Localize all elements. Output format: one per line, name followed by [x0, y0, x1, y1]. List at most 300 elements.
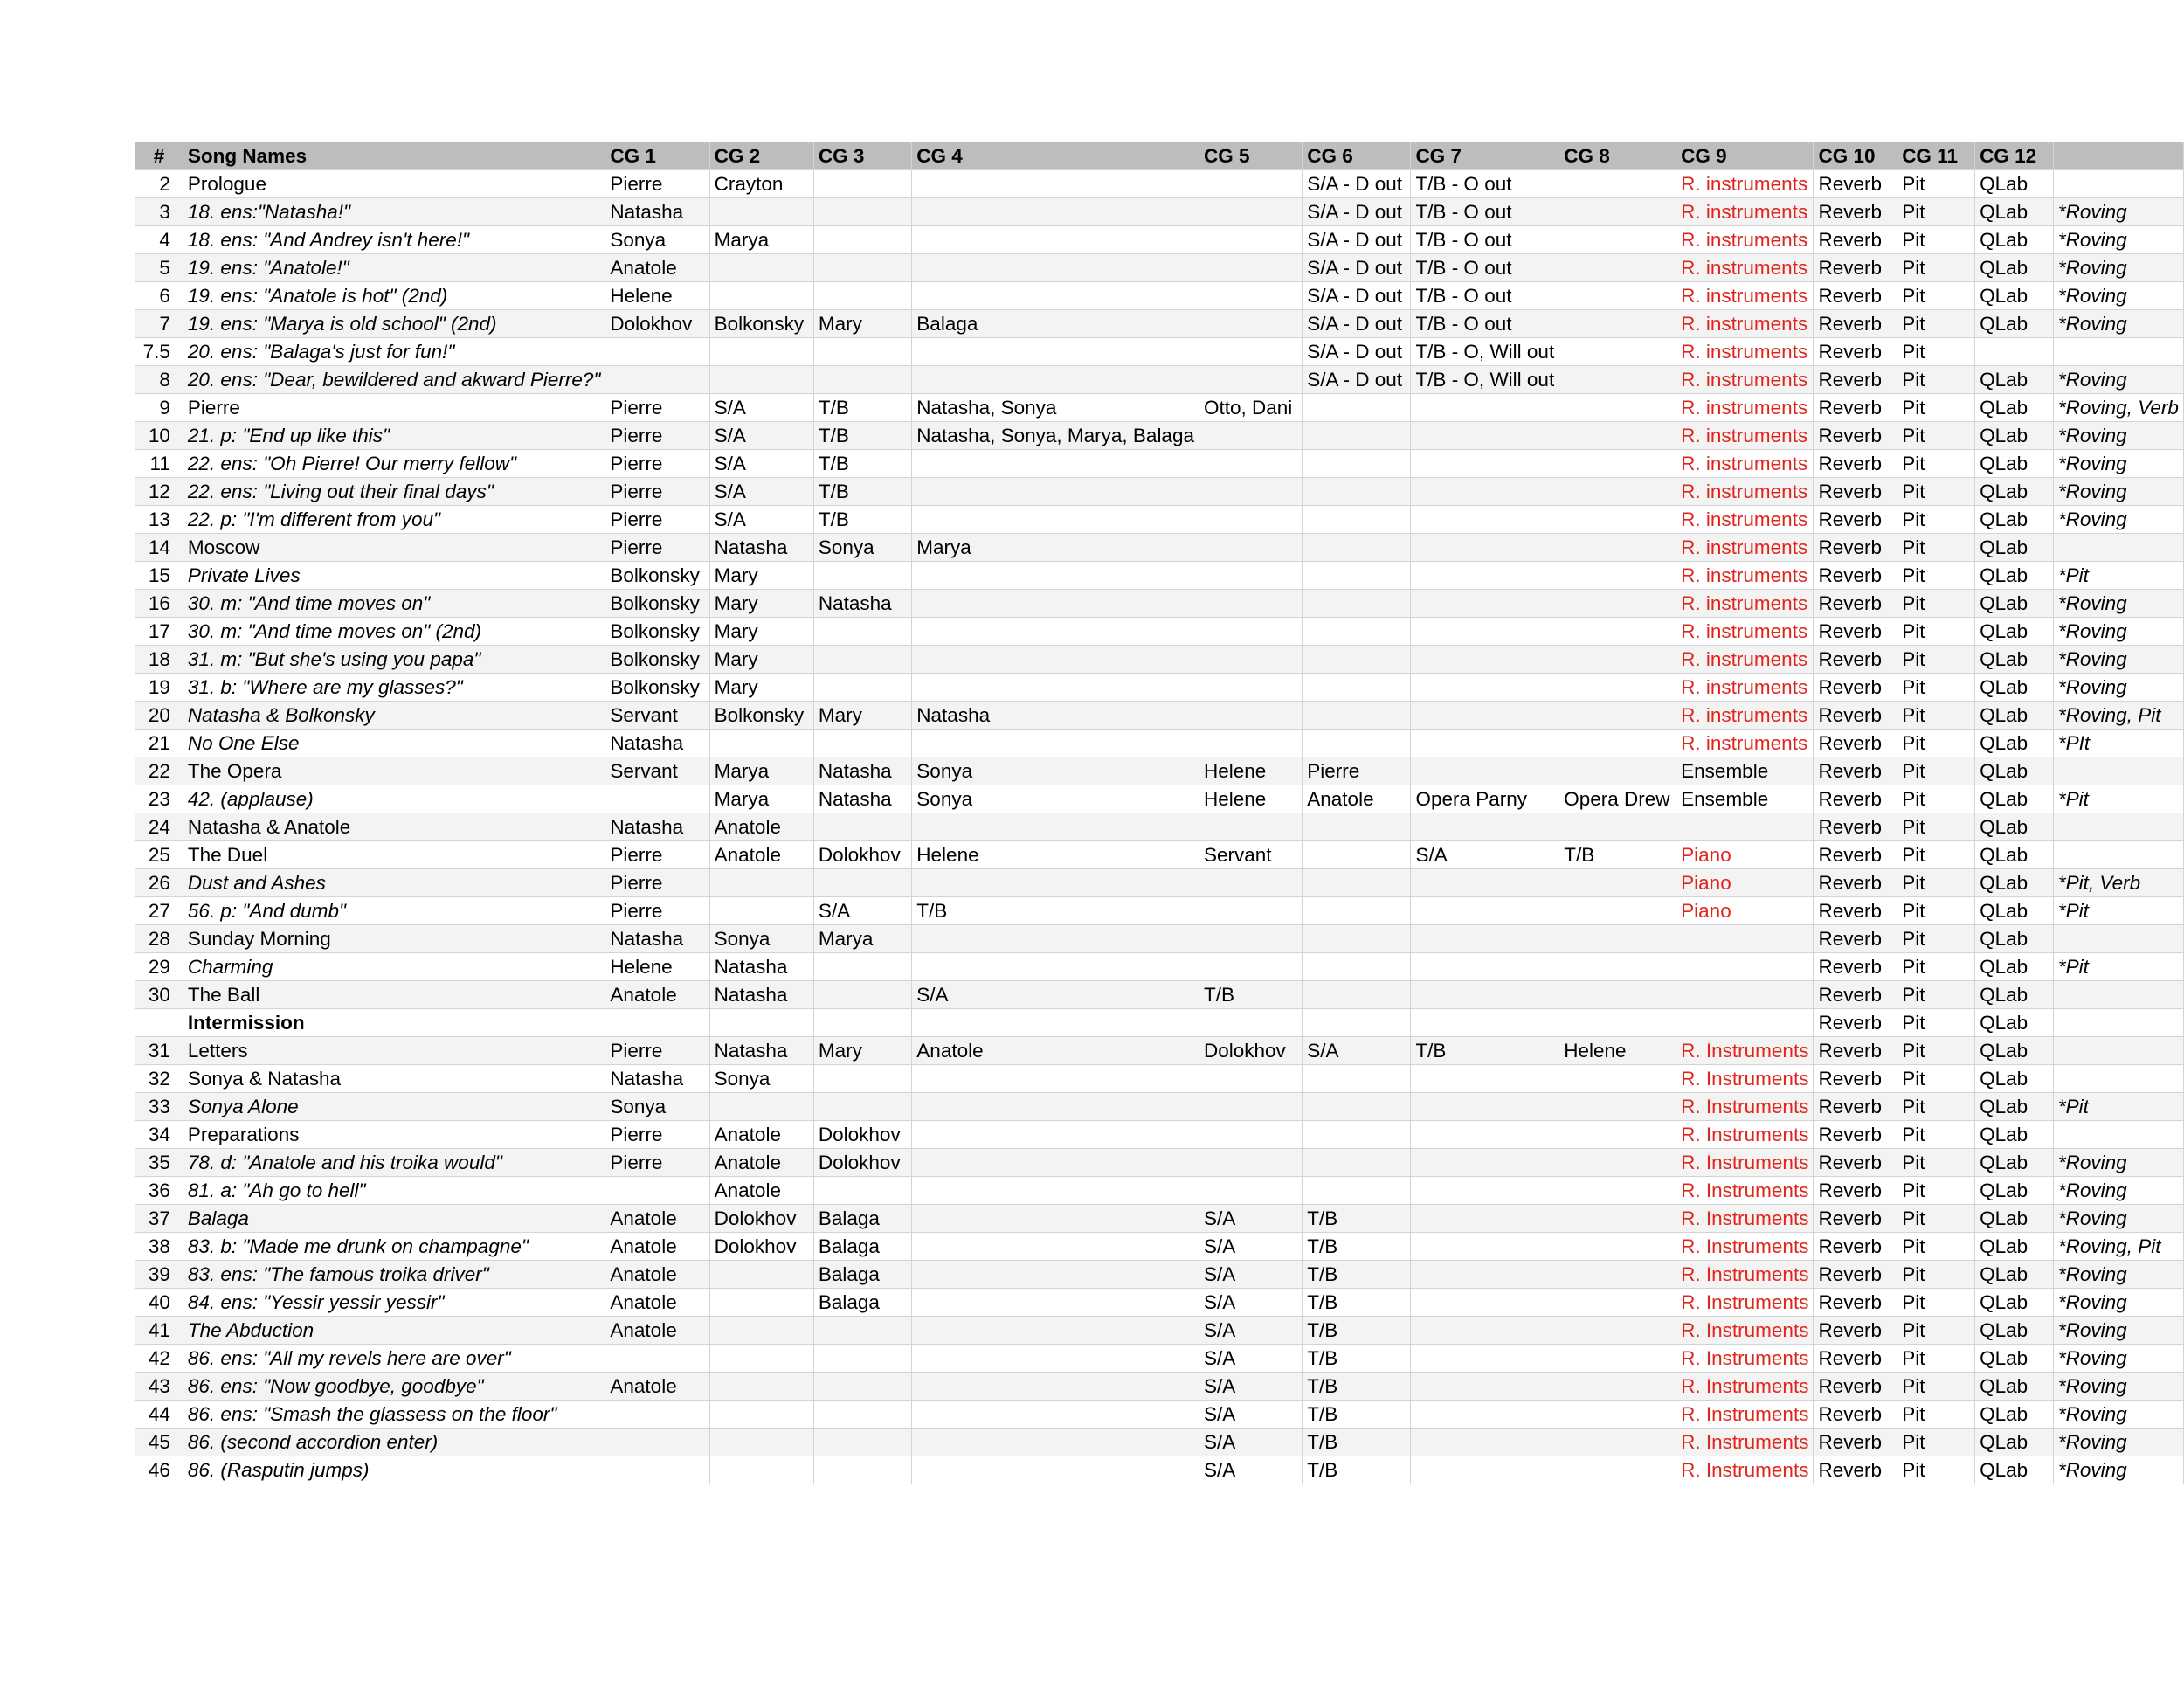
cell[interactable]	[1199, 618, 1302, 646]
row-number-cell[interactable]: 31	[135, 1037, 183, 1065]
cell[interactable]: Pit	[1897, 813, 1975, 841]
cell[interactable]: Anatole	[709, 1177, 813, 1205]
cell[interactable]: QLab	[1975, 1065, 2054, 1093]
cell[interactable]: T/B	[813, 422, 911, 450]
cell[interactable]: Dolokhov	[709, 1205, 813, 1233]
cell[interactable]: R. Instruments	[1676, 1037, 1814, 1065]
cell[interactable]: Servant	[605, 702, 709, 730]
cell[interactable]	[1559, 813, 1676, 841]
song-name-cell[interactable]: Moscow	[183, 534, 605, 562]
cell[interactable]: Reverb	[1814, 590, 1897, 618]
cell[interactable]: QLab	[1975, 618, 2054, 646]
cell[interactable]: S/A	[1199, 1373, 1302, 1401]
cell[interactable]	[1559, 198, 1676, 226]
cell[interactable]: Pierre	[1303, 757, 1411, 785]
cell[interactable]	[709, 869, 813, 897]
cell[interactable]: R. Instruments	[1676, 1456, 1814, 1484]
cell[interactable]: R. instruments	[1676, 590, 1814, 618]
cell[interactable]	[1559, 366, 1676, 394]
cell[interactable]: Anatole	[605, 1233, 709, 1261]
cell[interactable]: Mary	[813, 310, 911, 338]
cell[interactable]	[1559, 730, 1676, 757]
cell[interactable]	[1411, 618, 1559, 646]
row-number-cell[interactable]: 9	[135, 394, 183, 422]
cell[interactable]: Reverb	[1814, 450, 1897, 478]
cell[interactable]	[1411, 1345, 1559, 1373]
cell[interactable]: Sonya	[813, 534, 911, 562]
cell[interactable]: Anatole	[605, 1205, 709, 1233]
cell[interactable]	[2053, 813, 2183, 841]
row-number-cell[interactable]: 34	[135, 1121, 183, 1149]
cell[interactable]	[813, 981, 911, 1009]
cell[interactable]	[1411, 925, 1559, 953]
cell[interactable]	[1411, 1429, 1559, 1456]
cell[interactable]	[813, 1345, 911, 1373]
cell[interactable]: Sonya	[605, 1093, 709, 1121]
cell[interactable]	[1411, 1289, 1559, 1317]
cell[interactable]: R. Instruments	[1676, 1317, 1814, 1345]
cell[interactable]: *Pit	[2053, 953, 2183, 981]
row-number-cell[interactable]: 18	[135, 646, 183, 674]
cell[interactable]: R. Instruments	[1676, 1065, 1814, 1093]
cell[interactable]: QLab	[1975, 506, 2054, 534]
cell[interactable]	[1559, 1429, 1676, 1456]
cell[interactable]: Anatole	[605, 1261, 709, 1289]
cell[interactable]	[813, 338, 911, 366]
cell[interactable]: Reverb	[1814, 1373, 1897, 1401]
cell[interactable]: Servant	[605, 757, 709, 785]
cell[interactable]: R. Instruments	[1676, 1121, 1814, 1149]
cell[interactable]: S/A	[1199, 1261, 1302, 1289]
cell[interactable]: Mary	[709, 618, 813, 646]
cell[interactable]: Reverb	[1814, 953, 1897, 981]
cell[interactable]: T/B - O, Will out	[1411, 338, 1559, 366]
cell[interactable]: R. Instruments	[1676, 1261, 1814, 1289]
cell[interactable]: QLab	[1975, 394, 2054, 422]
cell[interactable]: S/A	[1199, 1317, 1302, 1345]
cell[interactable]: S/A	[1303, 1037, 1411, 1065]
cell[interactable]: Helene	[1199, 757, 1302, 785]
cell[interactable]	[1303, 981, 1411, 1009]
cell[interactable]	[813, 1373, 911, 1401]
cell[interactable]: T/B	[1411, 1037, 1559, 1065]
cell[interactable]	[912, 1373, 1199, 1401]
cell[interactable]	[1303, 841, 1411, 869]
cell[interactable]: Anatole	[1303, 785, 1411, 813]
cell[interactable]: QLab	[1975, 590, 2054, 618]
header-cell-song-names[interactable]: Song Names	[183, 142, 605, 170]
cell[interactable]	[1199, 897, 1302, 925]
cell[interactable]: S/A	[709, 422, 813, 450]
cell[interactable]	[2053, 1037, 2183, 1065]
header-cell-cg12[interactable]: CG 12	[1975, 142, 2054, 170]
cell[interactable]	[709, 1373, 813, 1401]
cell[interactable]: Reverb	[1814, 981, 1897, 1009]
cell[interactable]: Natasha	[813, 757, 911, 785]
cell[interactable]	[1559, 534, 1676, 562]
cell[interactable]: Reverb	[1814, 282, 1897, 310]
cell[interactable]: Marya	[709, 757, 813, 785]
cell[interactable]	[912, 590, 1199, 618]
row-number-cell[interactable]: 24	[135, 813, 183, 841]
cell[interactable]	[912, 1009, 1199, 1037]
row-number-cell[interactable]: 39	[135, 1261, 183, 1289]
cell[interactable]: R. instruments	[1676, 282, 1814, 310]
cell[interactable]: Pit	[1897, 534, 1975, 562]
cell[interactable]	[1559, 590, 1676, 618]
cell[interactable]	[1411, 1177, 1559, 1205]
cell[interactable]: Helene	[1559, 1037, 1676, 1065]
cell[interactable]: *Roving	[2053, 1261, 2183, 1289]
cell[interactable]: R. instruments	[1676, 478, 1814, 506]
cell[interactable]: QLab	[1975, 254, 2054, 282]
cell[interactable]: Reverb	[1814, 869, 1897, 897]
cell[interactable]	[605, 1177, 709, 1205]
cell[interactable]: Pierre	[605, 534, 709, 562]
cell[interactable]	[912, 1261, 1199, 1289]
cell[interactable]	[912, 674, 1199, 702]
cell[interactable]	[1559, 1317, 1676, 1345]
cell[interactable]: Reverb	[1814, 618, 1897, 646]
cell[interactable]: *Roving	[2053, 198, 2183, 226]
cell[interactable]: QLab	[1975, 226, 2054, 254]
cell[interactable]: Pierre	[605, 506, 709, 534]
cell[interactable]: Anatole	[709, 1149, 813, 1177]
cell[interactable]	[1411, 1401, 1559, 1429]
cell[interactable]: Balaga	[813, 1233, 911, 1261]
cell[interactable]: QLab	[1975, 1345, 2054, 1373]
cell[interactable]	[1199, 366, 1302, 394]
cell[interactable]: T/B	[1199, 981, 1302, 1009]
cell[interactable]	[813, 198, 911, 226]
cell[interactable]	[1199, 562, 1302, 590]
cell[interactable]: S/A - D out	[1303, 226, 1411, 254]
cell[interactable]: S/A	[1199, 1345, 1302, 1373]
cell[interactable]	[1199, 1149, 1302, 1177]
song-name-cell[interactable]: 86. ens: "All my revels here are over"	[183, 1345, 605, 1373]
cell[interactable]: Natasha	[605, 730, 709, 757]
cell[interactable]: S/A	[1199, 1289, 1302, 1317]
cell[interactable]	[813, 869, 911, 897]
cell[interactable]: Marya	[709, 785, 813, 813]
cell[interactable]: Pit	[1897, 1429, 1975, 1456]
cell[interactable]: S/A - D out	[1303, 366, 1411, 394]
cell[interactable]: Reverb	[1814, 226, 1897, 254]
cell[interactable]	[1411, 1373, 1559, 1401]
cell[interactable]: Bolkonsky	[605, 646, 709, 674]
cell[interactable]	[1199, 506, 1302, 534]
cell[interactable]: S/A	[912, 981, 1199, 1009]
cell[interactable]	[1199, 450, 1302, 478]
header-cell-cg7[interactable]: CG 7	[1411, 142, 1559, 170]
cell[interactable]	[1411, 702, 1559, 730]
cell[interactable]	[912, 198, 1199, 226]
cell[interactable]: Pit	[1897, 841, 1975, 869]
cell[interactable]	[709, 1317, 813, 1345]
cell[interactable]: Reverb	[1814, 310, 1897, 338]
song-name-cell[interactable]: 19. ens: "Anatole is hot" (2nd)	[183, 282, 605, 310]
cell[interactable]: QLab	[1975, 422, 2054, 450]
cell[interactable]: Bolkonsky	[709, 702, 813, 730]
song-name-cell[interactable]: 86. (Rasputin jumps)	[183, 1456, 605, 1484]
cell[interactable]	[912, 506, 1199, 534]
cell[interactable]: Reverb	[1814, 1317, 1897, 1345]
song-name-cell[interactable]: 20. ens: "Balaga's just for fun!"	[183, 338, 605, 366]
row-number-cell[interactable]: 35	[135, 1149, 183, 1177]
cell[interactable]: Pit	[1897, 646, 1975, 674]
cell[interactable]: Ensemble	[1676, 785, 1814, 813]
cell[interactable]	[1199, 1121, 1302, 1149]
cell[interactable]: Balaga	[912, 310, 1199, 338]
cell[interactable]	[1411, 981, 1559, 1009]
cell[interactable]: Natasha	[813, 785, 911, 813]
cell[interactable]: *Pit	[2053, 1093, 2183, 1121]
cell[interactable]: QLab	[1975, 1401, 2054, 1429]
cell[interactable]: R. instruments	[1676, 702, 1814, 730]
cell[interactable]: Reverb	[1814, 338, 1897, 366]
song-name-cell[interactable]: Pierre	[183, 394, 605, 422]
cell[interactable]: Reverb	[1814, 925, 1897, 953]
row-number-cell[interactable]: 23	[135, 785, 183, 813]
song-name-cell[interactable]: Charming	[183, 953, 605, 981]
cell[interactable]: QLab	[1975, 450, 2054, 478]
cell[interactable]: *Pit	[2053, 897, 2183, 925]
cell[interactable]	[1559, 1233, 1676, 1261]
cell[interactable]	[1199, 226, 1302, 254]
cell[interactable]: Balaga	[813, 1261, 911, 1289]
row-number-cell[interactable]: 45	[135, 1429, 183, 1456]
cell[interactable]	[813, 1177, 911, 1205]
header-cell-cg10[interactable]: CG 10	[1814, 142, 1897, 170]
cell[interactable]	[2053, 1065, 2183, 1093]
cell[interactable]	[1559, 897, 1676, 925]
row-number-cell[interactable]: 6	[135, 282, 183, 310]
cell[interactable]: QLab	[1975, 1037, 2054, 1065]
cell[interactable]	[1559, 869, 1676, 897]
cell[interactable]: Pierre	[605, 1037, 709, 1065]
cell[interactable]: Pit	[1897, 422, 1975, 450]
song-name-cell[interactable]: Private Lives	[183, 562, 605, 590]
cell[interactable]: S/A - D out	[1303, 338, 1411, 366]
cell[interactable]: *Roving, Pit	[2053, 1233, 2183, 1261]
row-number-cell[interactable]: 28	[135, 925, 183, 953]
cell[interactable]: Servant	[1199, 841, 1302, 869]
cell[interactable]: QLab	[1975, 757, 2054, 785]
cell[interactable]	[912, 1456, 1199, 1484]
cell[interactable]: *Roving	[2053, 254, 2183, 282]
cell[interactable]	[1411, 1456, 1559, 1484]
cell[interactable]	[912, 618, 1199, 646]
cell[interactable]	[1199, 813, 1302, 841]
cell[interactable]: Pit	[1897, 170, 1975, 198]
cell[interactable]: Pit	[1897, 338, 1975, 366]
cell[interactable]: QLab	[1975, 1456, 2054, 1484]
cell[interactable]: T/B - O out	[1411, 226, 1559, 254]
cell[interactable]: Pit	[1897, 702, 1975, 730]
cell[interactable]: Dolokhov	[813, 841, 911, 869]
cell[interactable]	[912, 562, 1199, 590]
cell[interactable]: Mary	[813, 1037, 911, 1065]
cell[interactable]	[1199, 310, 1302, 338]
song-name-cell[interactable]: Letters	[183, 1037, 605, 1065]
cell[interactable]	[1559, 1373, 1676, 1401]
cell[interactable]: QLab	[1975, 1261, 2054, 1289]
cell[interactable]: Pit	[1897, 757, 1975, 785]
cell[interactable]	[1559, 1177, 1676, 1205]
header-cell-cg4[interactable]: CG 4	[912, 142, 1199, 170]
cell[interactable]: QLab	[1975, 1121, 2054, 1149]
cell[interactable]	[813, 646, 911, 674]
cell[interactable]: *Roving	[2053, 1373, 2183, 1401]
cell[interactable]	[1411, 1065, 1559, 1093]
cell[interactable]	[2053, 925, 2183, 953]
song-name-cell[interactable]: Natasha & Bolkonsky	[183, 702, 605, 730]
cell[interactable]	[709, 1429, 813, 1456]
cell[interactable]	[1199, 254, 1302, 282]
cell[interactable]	[1559, 450, 1676, 478]
cell[interactable]: *Roving	[2053, 1456, 2183, 1484]
cell[interactable]: Pit	[1897, 953, 1975, 981]
song-name-cell[interactable]: 22. ens: "Living out their final days"	[183, 478, 605, 506]
cell[interactable]	[1559, 1121, 1676, 1149]
cell[interactable]	[912, 1093, 1199, 1121]
song-name-cell[interactable]: Balaga	[183, 1205, 605, 1233]
cell[interactable]: Anatole	[709, 1121, 813, 1149]
row-number-cell[interactable]: 26	[135, 869, 183, 897]
song-name-cell[interactable]: Dust and Ashes	[183, 869, 605, 897]
cell[interactable]: Reverb	[1814, 1289, 1897, 1317]
cell[interactable]	[912, 1121, 1199, 1149]
row-number-cell[interactable]: 7	[135, 310, 183, 338]
cell[interactable]	[912, 730, 1199, 757]
cell[interactable]	[1676, 953, 1814, 981]
cell[interactable]	[605, 1401, 709, 1429]
cell[interactable]: Dolokhov	[1199, 1037, 1302, 1065]
cell[interactable]	[1199, 422, 1302, 450]
cell[interactable]: Pit	[1897, 478, 1975, 506]
header-cell-cg9[interactable]: CG 9	[1676, 142, 1814, 170]
cell[interactable]	[1303, 953, 1411, 981]
song-name-cell[interactable]: 22. p: "I'm different from you"	[183, 506, 605, 534]
cell[interactable]	[1303, 1149, 1411, 1177]
cell[interactable]	[1199, 1093, 1302, 1121]
cell[interactable]	[1411, 730, 1559, 757]
cell[interactable]	[2053, 757, 2183, 785]
cell[interactable]: *PIt	[2053, 730, 2183, 757]
cell[interactable]	[1199, 198, 1302, 226]
cell[interactable]	[1199, 1177, 1302, 1205]
cell[interactable]: QLab	[1975, 1205, 2054, 1233]
cell[interactable]: R. Instruments	[1676, 1429, 1814, 1456]
cell[interactable]: *Roving	[2053, 1401, 2183, 1429]
cell[interactable]	[709, 282, 813, 310]
cell[interactable]	[2053, 841, 2183, 869]
cell[interactable]: Reverb	[1814, 813, 1897, 841]
cell[interactable]	[1303, 897, 1411, 925]
song-name-cell[interactable]: 56. p: "And dumb"	[183, 897, 605, 925]
cell[interactable]: R. instruments	[1676, 422, 1814, 450]
cell[interactable]: Reverb	[1814, 478, 1897, 506]
cell[interactable]: Pit	[1897, 1456, 1975, 1484]
cell[interactable]: *Roving	[2053, 422, 2183, 450]
cell[interactable]	[1559, 562, 1676, 590]
cell[interactable]	[2053, 338, 2183, 366]
cell[interactable]: R. instruments	[1676, 646, 1814, 674]
cell[interactable]: S/A	[813, 897, 911, 925]
cell[interactable]: Reverb	[1814, 702, 1897, 730]
cell[interactable]: Natasha	[709, 981, 813, 1009]
cell[interactable]: Reverb	[1814, 534, 1897, 562]
cell[interactable]	[1411, 1233, 1559, 1261]
song-name-cell[interactable]: Natasha & Anatole	[183, 813, 605, 841]
cell[interactable]	[1199, 1009, 1302, 1037]
cell[interactable]: Pit	[1897, 1065, 1975, 1093]
song-name-cell[interactable]: 31. b: "Where are my glasses?"	[183, 674, 605, 702]
cell[interactable]	[912, 1149, 1199, 1177]
row-number-cell[interactable]: 27	[135, 897, 183, 925]
cell[interactable]	[1559, 1149, 1676, 1177]
cell[interactable]: R. instruments	[1676, 366, 1814, 394]
cell[interactable]	[1199, 730, 1302, 757]
cell[interactable]	[2053, 981, 2183, 1009]
cell[interactable]: S/A	[709, 450, 813, 478]
cell[interactable]: *Roving	[2053, 674, 2183, 702]
row-number-cell[interactable]: 3	[135, 198, 183, 226]
cell[interactable]: Sonya	[912, 785, 1199, 813]
cell[interactable]	[605, 1429, 709, 1456]
cell[interactable]: R. Instruments	[1676, 1289, 1814, 1317]
cell[interactable]	[1411, 1093, 1559, 1121]
cell[interactable]: Pit	[1897, 1093, 1975, 1121]
song-name-cell[interactable]: Sonya Alone	[183, 1093, 605, 1121]
cell[interactable]: S/A - D out	[1303, 198, 1411, 226]
cell[interactable]: Pierre	[605, 897, 709, 925]
cell[interactable]	[813, 282, 911, 310]
cell[interactable]: Pit	[1897, 1149, 1975, 1177]
row-number-cell[interactable]: 29	[135, 953, 183, 981]
cell[interactable]	[709, 1401, 813, 1429]
row-number-cell[interactable]: 5	[135, 254, 183, 282]
cell[interactable]: Reverb	[1814, 1065, 1897, 1093]
cell[interactable]: QLab	[1975, 869, 2054, 897]
cell[interactable]: Pit	[1897, 590, 1975, 618]
cell[interactable]	[1411, 394, 1559, 422]
cell[interactable]	[1411, 534, 1559, 562]
cell[interactable]: S/A	[1199, 1429, 1302, 1456]
cell[interactable]: QLab	[1975, 282, 2054, 310]
row-number-cell[interactable]: 7.5	[135, 338, 183, 366]
cell[interactable]: Reverb	[1814, 674, 1897, 702]
row-number-cell[interactable]: 25	[135, 841, 183, 869]
cell[interactable]: Natasha, Sonya, Marya, Balaga	[912, 422, 1199, 450]
cell[interactable]: S/A - D out	[1303, 254, 1411, 282]
cell[interactable]	[1199, 925, 1302, 953]
cell[interactable]: Reverb	[1814, 1177, 1897, 1205]
cell[interactable]: S/A	[1199, 1401, 1302, 1429]
row-number-cell[interactable]: 44	[135, 1401, 183, 1429]
song-name-cell[interactable]: The Abduction	[183, 1317, 605, 1345]
cell[interactable]	[1559, 394, 1676, 422]
cell[interactable]: Bolkonsky	[605, 562, 709, 590]
cell[interactable]: Pit	[1897, 674, 1975, 702]
cell[interactable]	[813, 1317, 911, 1345]
cell[interactable]	[1559, 981, 1676, 1009]
cell[interactable]: S/A - D out	[1303, 282, 1411, 310]
cell[interactable]: Pit	[1897, 618, 1975, 646]
cell[interactable]	[2053, 170, 2183, 198]
cell[interactable]	[1676, 925, 1814, 953]
cell[interactable]: Opera Parny	[1411, 785, 1559, 813]
